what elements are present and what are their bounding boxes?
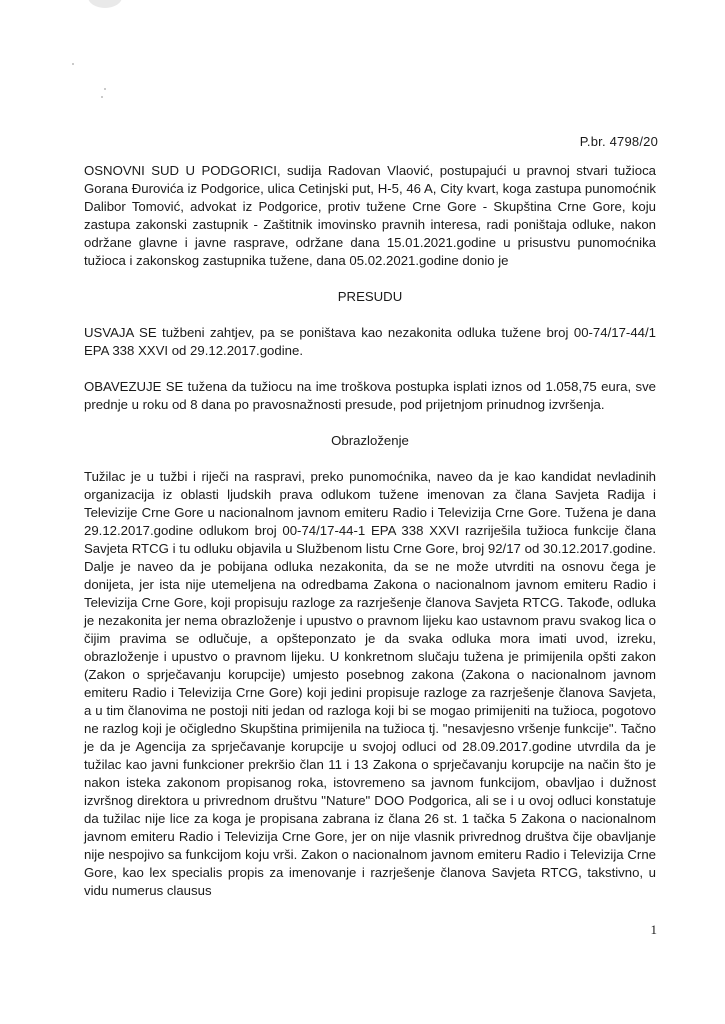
scan-speck bbox=[104, 88, 106, 90]
page-number: 1 bbox=[650, 922, 657, 937]
scan-speck bbox=[101, 96, 103, 98]
reasoning-heading: Obrazloženje bbox=[331, 433, 409, 448]
ruling-paragraph-1: USVAJA SE tužbeni zahtjev, pa se poništava kao nezakonita odluka tužene broj 00-74/17-44/1 EPA 338 XXVI od 29.12.2017.godine. bbox=[84, 325, 656, 358]
intro-paragraph: OSNOVNI SUD U PODGORICI, sudija Radovan Vlaović, postupajući u pravnoj stvari tužioca Gorana Đurovića iz Podgorice, ulica Cetinjski put, H-5, 46 A, City kvart, koga zastupa punomoćnik Dalibor Tomović, advokat iz Podgorice, protiv tužene Crne Gore - Skupština Crne Gore, koju zastupa zakonski zastupnik - Zaštitnik imovinsko pravnih interesa, radi poništaja odluke, nakon održane glavne i javne rasprave, održane dana 15.01.2021.godine u prisustvu punomoćnika tužioca i zakonskog zastupnika tužene, dana 05.02.2021.godine donio je bbox=[84, 163, 656, 268]
verdict-heading: PRESUDU bbox=[337, 289, 403, 304]
scan-speck bbox=[72, 63, 74, 65]
document-body bbox=[84, 162, 656, 900]
case-number: P.br. 4798/20 bbox=[579, 134, 658, 149]
ruling-paragraph-2: OBAVEZUJE SE tužena da tužiocu na ime troškova postupka isplati iznos od 1.058,75 eura, sve prednje u roku od 8 dana po pravosnažnosti presude, pod prijetnjom prinudnog izvršenja. bbox=[84, 379, 656, 412]
scan-artifact bbox=[88, 0, 122, 8]
reasoning-paragraph: Tužilac je u tužbi i riječi na raspravi, preko punomoćnika, naveo da je kao kandidat nevladinih organizacija iz oblasti ljudskih prava odlukom tužene imenovan za člana Savjeta Radija i Televizije Crne Gore u nacionalnom javnom emiteru Radio i Televizija Crne Gore. Tužena je dana 29.12.2017.godine odlukom broj 00-74/17-44-1 EPA 338 XXVI razriješila tužioca funkcije člana Savjeta RTCG i tu odluku objavila u Službenom listu Crne Gore, broj 92/17 od 30.12.2017.godine. Dalje je naveo da je pobijana odluka nezakonita, da se ne može utvrditi na osnovu čega je donijeta, jer ista nije utemeljena na odredbama Zakona o nacionalnom javnom emiteru Radio i Televizija Crne Gore, koji propisuju razloge za razrješenje članova Savjeta RTCG. Takođe, odluka je nezakonita jer nema obrazloženje i upustvo o pravnom lijeku kao ustavnom pravu svakog lica o čijim pravima se odlučuje, a opšteponzato je da svaka odluka mora imati uvod, izreku, obrazloženje i upustvo o pravnom lijeku. U konkretnom slučaju tužena je primijenila opšti zakon (Zakon o sprječavanju korupcije) umjesto posebnog zakona (Zakona o nacionalnom javnom emiteru Radio i Televizija Crne Gore) koji jedini propisuje razloge za razrješenje članova Savjeta, a u tim članovima ne postoji niti jedan od razloga koji bi se mogao primijeniti na tužioca, pogotovo ne razlog koji je očigledno Skupština primijenila na tužioca tj. "nesavjesno vršenje funkcije". Tačno je da je Agencija za sprječavanje korupcije u svojoj odluci od 28.09.2017.godine utvrdila da je tužilac kao javni funkcioner prekršio član 11 i 13 Zakona o sprječavanju korupcije na način što je nakon isteka zakonom propisanog roka, istovremeno sa javnom funkcijom, obavljao i dužnost izvršnog direktora u privrednom društvu "Nature" DOO Podgorica, ali se i u ovoj odluci konstatuje da tužilac nije lice za koga je propisana zabrana iz člana 26 st. 1 tačka 5 Zakona o nacionalnom javnom emiteru Radio i Televizija Crne Gore, jer on nije vlasnik privrednog društva čije obavljanje nije nespojivo sa funkcijom koju vrši. Zakon o nacionalnom javnom emiteru Radio i Televizija Crne Gore, kao lex specialis propis za imenovanje i razrješenje članova Savjeta RTCG, takstivno, u vidu numerus clausus bbox=[84, 469, 656, 898]
